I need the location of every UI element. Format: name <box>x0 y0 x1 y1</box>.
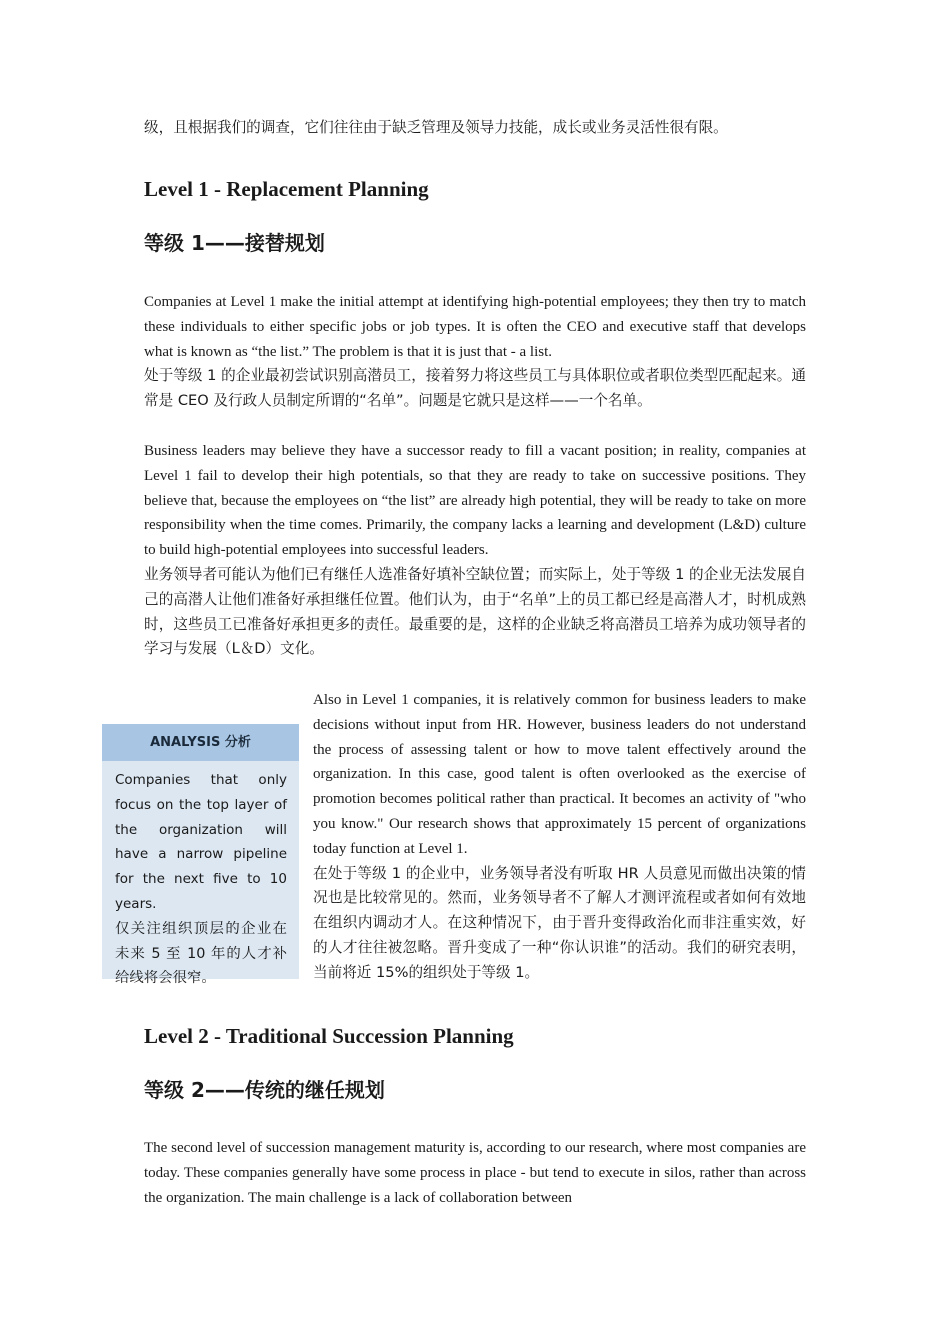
level2-para1-en: The second level of succession management maturity is, according to our research, where most companies are today. These companies generally have some process in place - but tend to execute in silos, rather than across the organization. The main challenge is a lack of collaboration between <box>144 1140 806 1206</box>
level2-paragraph-1 <box>144 1136 806 1210</box>
analysis-title: ANALYSIS 分析 <box>102 724 299 761</box>
intro-tail-text: 级，且根据我们的调查，它们往往由于缺乏管理及领导力技能，成长或业务灵活性很有限。 <box>144 119 728 136</box>
level1-para3-zh: 在处于等级 1 的企业中，业务领导者没有听取 HR 人员意见而做出决策的情况也是比较常见的。然而，业务领导者不了解人才测评流程或者如何有效地在组织内调动才人。在这种情况下，由于晋升变得政治化而非注重实效，好的人才往往被忽略。晋升变成了一种“你认识谁”的活动。我们的研究表明，当前将近 15%的组织处于等级 1。 <box>313 864 806 981</box>
level2-heading-zh: 等级 2——传统的继任规划 <box>144 1078 385 1102</box>
level1-paragraph-3 <box>313 688 806 986</box>
level1-para2-en: Business leaders may believe they have a successor ready to fill a vacant position; in reality, companies at Level 1 fail to develop their high potentials, so that they are ready to take on successive positions. They believe that, because the employees on “the list” are already high potential, they will be ready to take on more responsibility when the time comes. Primarily, the company lacks a learning and development (L&D) culture to build high-potential employees into successful leaders. <box>144 443 806 559</box>
intro-tail-paragraph <box>144 116 806 141</box>
level1-paragraph-1 <box>144 290 806 414</box>
level1-para2-zh: 业务领导者可能认为他们已有继任人选准备好填补空缺位置；而实际上，处于等级 1 的企业无法发展自己的高潜人让他们准备好承担继任位置。他们认为，由于“名单”上的员工都已经是高潜人才，时机成熟时，这些员工已准备好承担更多的责任。最重要的是，这样的企业缺乏将高潜员工培养为成功领导者的学习与发展（L＆D）文化。 <box>144 565 806 658</box>
analysis-body <box>102 761 299 991</box>
level2-heading-en: Level 2 - Traditional Succession Planning <box>144 1024 514 1048</box>
analysis-text-zh: 仅关注组织顶层的企业在未来 5 至 10 年的人才补给线将会很窄。 <box>115 920 287 987</box>
analysis-text-en: Companies that only focus on the top layer of the organization will have a narrow pipeline for the next five to 10 years. <box>115 772 287 912</box>
level1-para1-zh: 处于等级 1 的企业最初尝试识别高潜员工，接着努力将这些员工与具体职位或者职位类型匹配起来。通常是 CEO 及行政人员制定所谓的“名单”。问题是它就只是这样——一个名单。 <box>144 367 806 410</box>
level1-para3-en: Also in Level 1 companies, it is relatively common for business leaders to make decisions without input from HR. However, business leaders do not understand the process of assessing talent or how to move talent effectively around the organization. In this case, good talent is often overlooked as the exercise of promotion becomes political rather than practical. It becomes an activity of "who you know." Our research shows that approximately 15 percent of organizations today function at Level 1. <box>313 692 806 857</box>
level1-para1-en: Companies at Level 1 make the initial attempt at identifying high-potential employees; they then try to match these individuals to either specific jobs or job types. It is often the CEO and executive staff that develops what is known as “the list.” The problem is that it is just that - a list. <box>144 294 806 360</box>
level1-heading-en: Level 1 - Replacement Planning <box>144 177 429 201</box>
analysis-sidebar <box>102 724 299 987</box>
level1-heading-zh: 等级 1——接替规划 <box>144 231 325 255</box>
level1-paragraph-2 <box>144 439 806 662</box>
